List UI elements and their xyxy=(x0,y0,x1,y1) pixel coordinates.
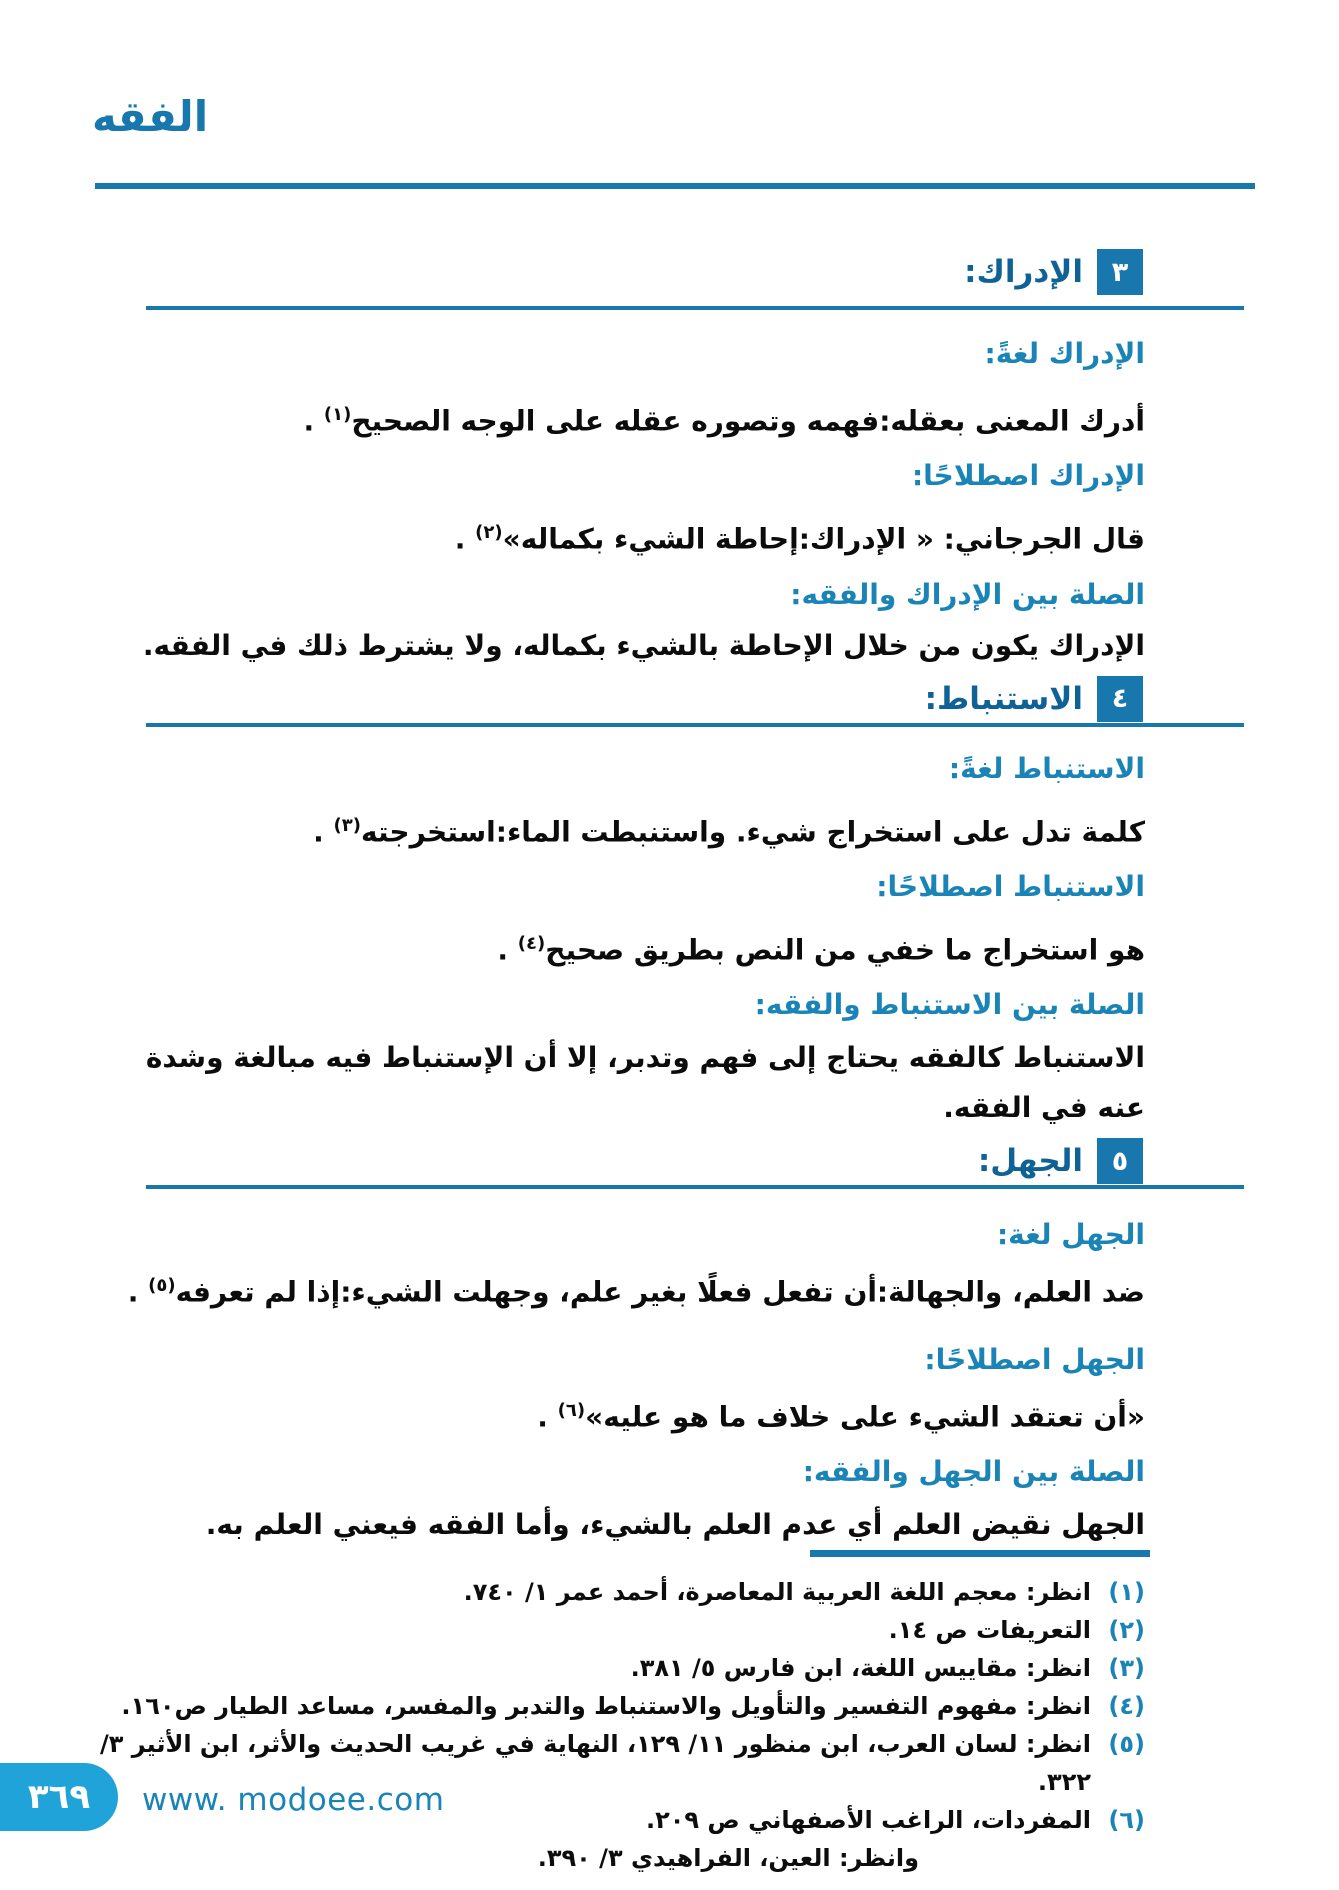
footnote-number: (٣) xyxy=(1108,1653,1145,1682)
footnote-text: انظر: معجم اللغة العربية المعاصرة، أحمد عمر ١/ ٧٤٠. xyxy=(463,1577,1091,1606)
section-title: الاستنباط: xyxy=(924,680,1083,717)
subheading: الاستنباط لغةً: xyxy=(948,751,1145,785)
body-text xyxy=(0,1261,1339,1317)
section-rule xyxy=(146,306,1244,310)
footnote-row xyxy=(0,1573,1339,1611)
section-rule xyxy=(146,1185,1244,1189)
footnote-marker: (٢) xyxy=(475,522,503,544)
page-header-title: الفقه xyxy=(92,92,209,141)
footnote-number: (١) xyxy=(1108,1577,1145,1606)
section-rule xyxy=(146,723,1244,727)
subheading: الصلة بين الإدراك والفقه: xyxy=(790,577,1145,611)
section-header-istinbat xyxy=(0,675,1339,723)
body-text xyxy=(0,508,1339,564)
section-header-jahl xyxy=(0,1137,1339,1185)
website-link[interactable]: www. modoee.com xyxy=(142,1782,445,1818)
subheading: الجهل اصطلاحًا: xyxy=(924,1342,1145,1376)
body-text-span: كلمة تدل على استخراج شيء. واستنبطت الماء:استخرجته xyxy=(361,814,1145,848)
body-tail: . xyxy=(313,814,334,848)
body-text-span: ضد العلم، والجهالة:أن تفعل فعلًا بغير علم، وجهلت الشيء:إذا لم تعرفه xyxy=(175,1275,1145,1309)
footnote-row xyxy=(0,1611,1339,1649)
body-text xyxy=(0,1386,1339,1442)
subheading: الجهل لغة: xyxy=(996,1218,1145,1252)
body-text xyxy=(0,1033,1339,1133)
body-text xyxy=(0,801,1339,857)
body-text-span: «أن تعتقد الشيء على خلاف ما هو عليه» xyxy=(585,1399,1145,1433)
footnote-marker: (٤) xyxy=(517,932,546,954)
body-tail: . xyxy=(303,404,324,438)
body-text xyxy=(0,621,1339,671)
footnote-marker: (٣) xyxy=(333,814,362,836)
footnote-text: انظر: مفهوم التفسير والتأويل والاستنباط والتدبر والمفسر، مساعد الطيار ص١٦٠. xyxy=(121,1691,1091,1720)
footnote-number: (٤) xyxy=(1108,1691,1145,1720)
body-text-span: الاستنباط كالفقه يحتاج إلى فهم وتدبر، إلا أن الإستنباط فيه مبالغة وشدة عنه في الفقه. xyxy=(145,1041,1145,1125)
footnote-number: (٦) xyxy=(1108,1805,1145,1834)
footnote-separator-rule xyxy=(810,1550,1150,1557)
section-number-badge: ٥ xyxy=(1097,1138,1143,1184)
footnote-text: التعريفات ص ١٤. xyxy=(888,1615,1091,1644)
body-text xyxy=(0,390,1339,446)
footnote-text: وانظر: العين، الفراهيدي ٣/ ٣٩٠. xyxy=(537,1843,919,1872)
footnote-text: انظر: مقاييس اللغة، ابن فارس ٥/ ٣٨١. xyxy=(630,1653,1091,1682)
footnote-text: المفردات، الراغب الأصفهاني ص ٢٠٩. xyxy=(646,1805,1091,1834)
footnote-row xyxy=(0,1649,1339,1687)
subheading: الإدراك اصطلاحًا: xyxy=(911,459,1145,493)
footnotes-block xyxy=(0,1573,1339,1877)
section-number-badge: ٤ xyxy=(1097,676,1143,722)
footnote-row xyxy=(0,1687,1339,1725)
footnote-number: (٢) xyxy=(1108,1615,1145,1644)
section-number-badge: ٣ xyxy=(1097,249,1143,295)
body-text-span: هو استخراج ما خفي من النص بطريق صحيح xyxy=(545,933,1145,967)
body-tail: . xyxy=(127,1275,149,1309)
subheading: الاستنباط اصطلاحًا: xyxy=(876,869,1145,903)
footnote-number: (٥) xyxy=(1108,1729,1145,1758)
body-text-span: الجهل نقيض العلم أي عدم العلم بالشيء، وأما الفقه فيعني العلم به. xyxy=(205,1507,1145,1541)
footnote-text: انظر: لسان العرب، ابن منظور ١١/ ١٢٩، النهاية في غريب الحديث والأثر، ابن الأثير ٣/ ٣٢٢. xyxy=(99,1729,1091,1796)
footnote-marker: (٦) xyxy=(557,1399,586,1421)
body-text-span: الإدراك يكون من خلال الإحاطة بالشيء بكماله، ولا يشترط ذلك في الفقه. xyxy=(142,628,1145,662)
subheading: الصلة بين الجهل والفقه: xyxy=(802,1454,1145,1488)
footnote-marker: (١) xyxy=(323,404,352,425)
body-text-span: قال الجرجاني: « الإدراك:إحاطة الشيء بكماله» xyxy=(502,522,1145,556)
header-rule xyxy=(95,183,1255,189)
section-header-idrak xyxy=(0,248,1339,296)
section-title: الإدراك: xyxy=(964,254,1083,290)
footnote-marker: (٥) xyxy=(148,1275,176,1297)
subheading: الصلة بين الاستنباط والفقه: xyxy=(754,988,1145,1022)
section-title: الجهل: xyxy=(977,1143,1083,1180)
subheading: الإدراك لغةً: xyxy=(984,337,1145,370)
body-text-span: أدرك المعنى بعقله:فهمه وتصوره عقله على الوجه الصحيح xyxy=(351,404,1145,438)
page-number-pill: ٣٦٩ xyxy=(0,1763,118,1831)
body-text xyxy=(0,1500,1339,1550)
body-text xyxy=(0,919,1339,975)
body-tail: . xyxy=(454,522,476,556)
page-content xyxy=(0,222,1339,1877)
body-tail: . xyxy=(497,933,518,967)
footnote-continuation-row xyxy=(0,1839,1339,1877)
body-tail: . xyxy=(537,1399,558,1433)
